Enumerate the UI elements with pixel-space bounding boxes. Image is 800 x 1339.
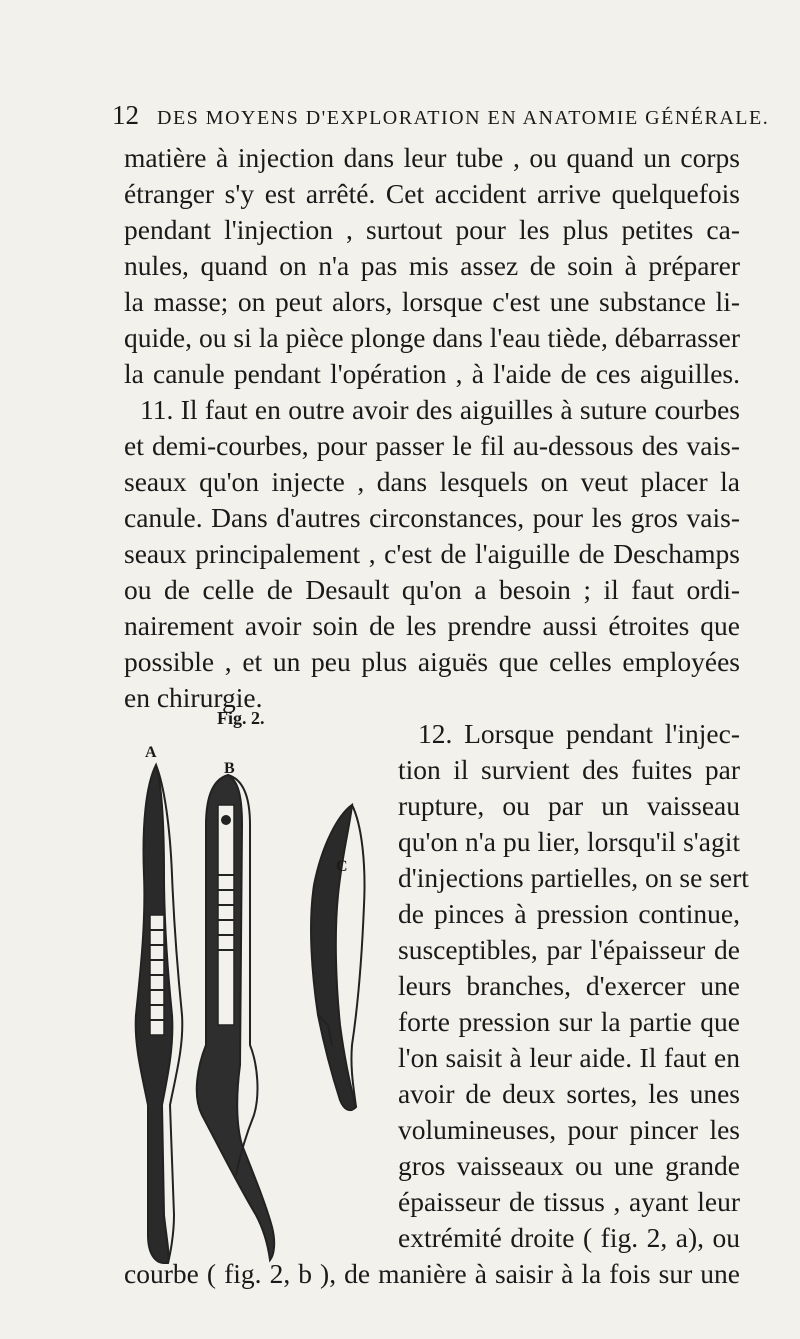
running-header xyxy=(112,100,769,131)
text-line: et demi-courbes, pour passer le fil au-dessous des vais- xyxy=(124,430,740,461)
text-line: seaux qu'on injecte , dans lesquels on veut placer la xyxy=(124,466,740,497)
figure-caption: Fig. 2. xyxy=(217,708,265,728)
text-line: possible , et un peu plus aiguës que celles employées xyxy=(124,646,740,677)
text-line: qu'on n'a pu lier, lorsqu'il s'agit xyxy=(398,826,740,857)
text-line: 12. Lorsque pendant l'injec- xyxy=(418,718,740,749)
text-line: nairement avoir soin de les prendre aussi étroites que xyxy=(124,610,740,641)
text-line: pendant l'injection , surtout pour les plus petites ca- xyxy=(124,214,740,245)
text-line: courbe ( fig. 2, b ), de manière à saisir à la fois sur une xyxy=(124,1258,740,1289)
page-number: 12 xyxy=(112,100,139,130)
text-line: 11. Il faut en outre avoir des aiguilles à suture courbes xyxy=(140,394,740,425)
text-line: susceptibles, par l'épaisseur de xyxy=(398,934,740,965)
text-line: canule. Dans d'autres circonstances, pour les gros vais- xyxy=(124,502,740,533)
text-line: gros vaisseaux ou une grande xyxy=(398,1150,740,1181)
text-line: forte pression sur la partie que xyxy=(398,1006,740,1037)
text-line: ou de celle de Desault qu'on a besoin ; il faut ordi- xyxy=(124,574,740,605)
text-line: l'on saisit à leur aide. Il faut en xyxy=(398,1042,740,1073)
text-line: épaisseur de tissus , ayant leur xyxy=(398,1186,740,1217)
text-line: la masse; on peut alors, lorsque c'est une substance li- xyxy=(124,286,740,317)
figure-label-c: C xyxy=(336,858,348,875)
text-line: de pinces à pression continue, xyxy=(398,898,740,929)
text-line: avoir de deux sortes, les unes xyxy=(398,1078,740,1109)
text-line: d'injections partielles, on se sert xyxy=(398,862,749,893)
text-line: la canule pendant l'opération , à l'aide de ces aiguilles. xyxy=(124,358,740,389)
text-line: leurs branches, d'exercer une xyxy=(398,970,740,1001)
text-line: matière à injection dans leur tube , ou quand un corps xyxy=(124,142,740,173)
text-line: en chirurgie. xyxy=(124,682,263,713)
text-line: volumineuses, pour pincer les xyxy=(398,1114,740,1145)
text-line: quide, ou si la pièce plonge dans l'eau tiède, débarrasser xyxy=(124,322,740,353)
forceps-illustration xyxy=(118,715,380,1270)
figure-label-a: A xyxy=(145,744,157,761)
text-line: nules, quand on n'a pas mis assez de soin à préparer xyxy=(124,250,740,281)
text-line: rupture, ou par un vaisseau xyxy=(398,790,740,821)
text-line: extrémité droite ( fig. 2, a), ou xyxy=(398,1222,740,1253)
text-line: étranger s'y est arrêté. Cet accident arrive quelquefois xyxy=(124,178,740,209)
running-title: DES MOYENS D'EXPLORATION EN ANATOMIE GÉNÉRALE. xyxy=(157,107,770,129)
text-line: seaux principalement , c'est de l'aiguille de Deschamps xyxy=(124,538,740,569)
figure-label-b: B xyxy=(224,760,235,777)
text-line: tion il survient des fuites par xyxy=(398,754,740,785)
